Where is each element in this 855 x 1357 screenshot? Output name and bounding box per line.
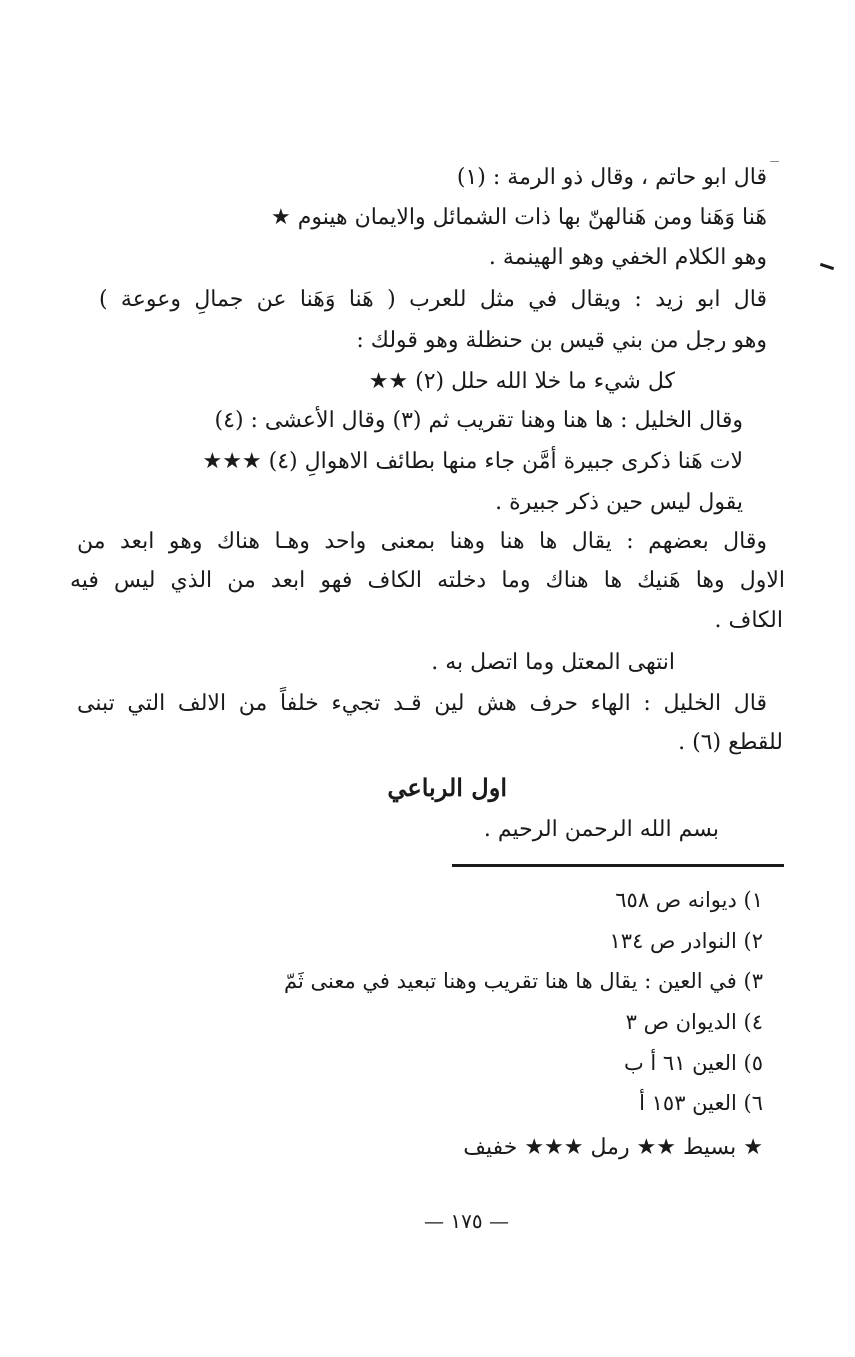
verse-line-2: كل شيء ما خلا الله حلل (٢) ★★ bbox=[368, 369, 675, 394]
body-line-12: الكاف . bbox=[714, 608, 783, 633]
body-line-14: قال الخليل : الهاء حرف هش لين قـد تجيء خلفاً من الالف التي تبنى bbox=[77, 691, 767, 716]
footnote-2: ٢) النوادر ص ١٣٤ bbox=[609, 929, 763, 953]
verse-line-1: هَنا وَهَنا ومن هَنالهنّ بها ذات الشمائل والايمان هينوم ★ bbox=[271, 205, 767, 230]
meter-legend: ★ بسيط ★★ رمل ★★★ خفيف bbox=[463, 1135, 763, 1160]
body-line-7: وقال الخليل : ها هنا وهنا تقريب ثم (٣) وقال الأعشى : (٤) bbox=[214, 408, 743, 433]
section-heading: اول الرباعي bbox=[387, 773, 507, 802]
footnote-4: ٤) الديوان ص ٣ bbox=[625, 1010, 763, 1034]
body-line-15: للقطع (٦) . bbox=[678, 730, 783, 755]
footnote-5: ٥) العين ٦١ أ ب bbox=[623, 1051, 763, 1075]
footnote-rule bbox=[452, 864, 784, 867]
footnote-1: ١) ديوانه ص ٦٥٨ bbox=[615, 888, 763, 912]
body-line-10: وقال بعضهم : يقال ها هنا وهنا بمعنى واحد وهـا هناك وهو ابعد من bbox=[77, 529, 767, 554]
body-line-3: وهو الكلام الخفي وهو الهينمة . bbox=[488, 245, 767, 270]
body-line-9: يقول ليس حين ذكر جبيرة . bbox=[495, 490, 743, 515]
body-line-1: قال ابو حاتم ، وقال ذو الرمة : (١) bbox=[456, 165, 767, 190]
body-line-4: قال ابو زيد : ويقال في مثل للعرب ( هَنا وَهَنا عن جمالِ وعوعة ) bbox=[99, 287, 767, 312]
margin-mark bbox=[820, 263, 834, 270]
footnote-3: ٣) في العين : يقال ها هنا تقريب وهنا تبعيد في معنى ثَمّ bbox=[283, 969, 763, 993]
body-line-13: انتهى المعتل وما اتصل به . bbox=[431, 650, 675, 675]
body-line-5: وهو رجل من بني قيس بن حنظلة وهو قولك : bbox=[356, 328, 767, 353]
body-line-11: الاول وها هَنيك ها هناك وما دخلته الكاف فهو ابعد من الذي ليس فيه bbox=[70, 568, 785, 593]
margin-mark-top bbox=[770, 161, 779, 162]
footnote-6: ٦) العين ١٥٣ أ bbox=[639, 1091, 763, 1115]
basmala: بسم الله الرحمن الرحيم . bbox=[483, 817, 719, 842]
verse-line-3: لات هَنا ذكرى جبيرة أمَّن جاء منها بطائف الاهوالِ (٤) ★★★ bbox=[202, 449, 743, 474]
page-number: — ١٧٥ — bbox=[424, 1209, 509, 1233]
